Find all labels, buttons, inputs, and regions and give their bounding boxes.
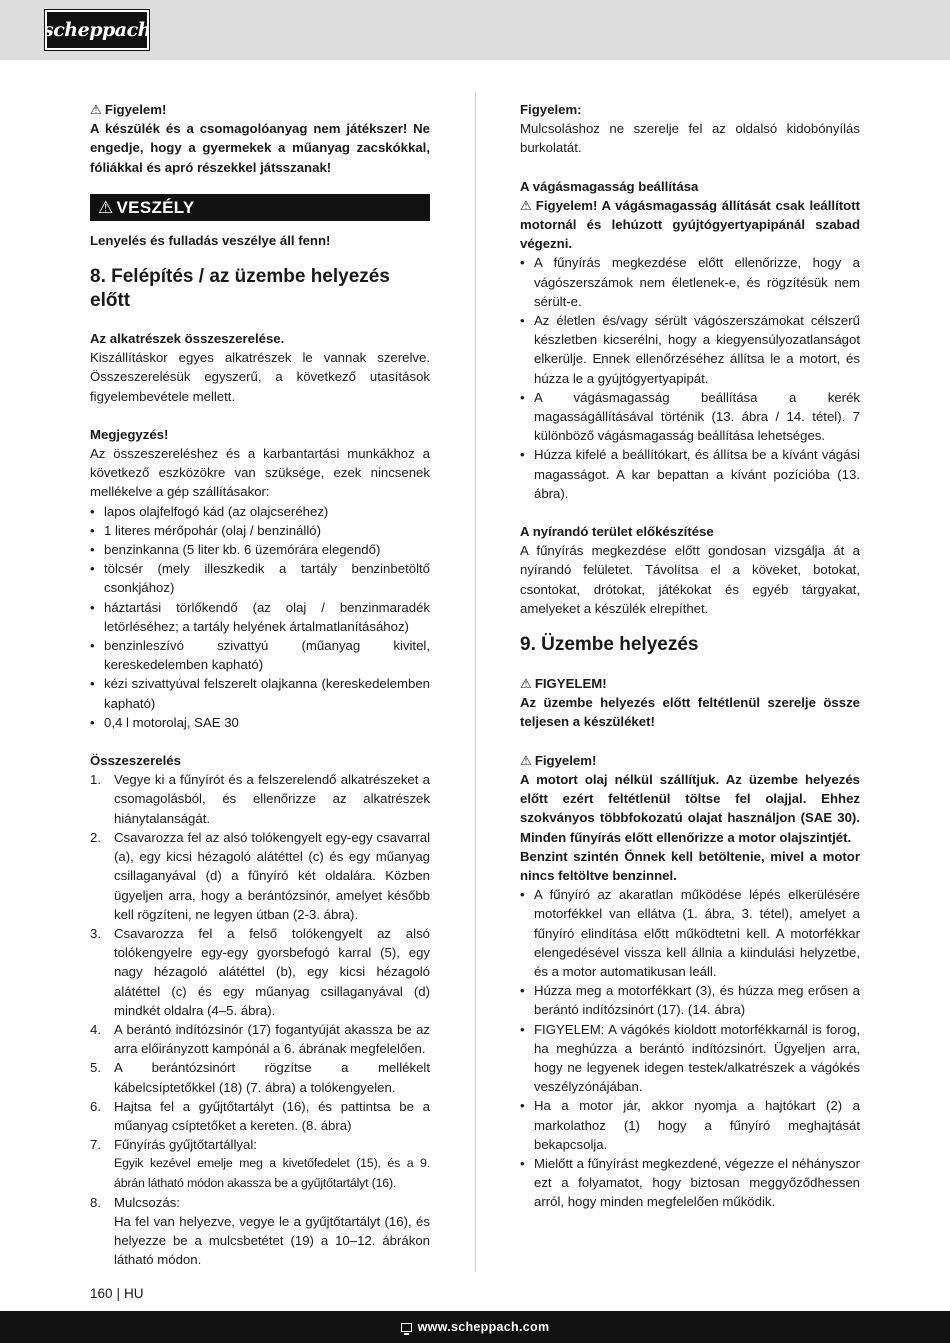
- brand-logo-text: scheppach: [43, 19, 151, 41]
- list-item: • benzinleszívó szivattyú (műanyag kivitel, kereskedelemben kapható): [90, 636, 430, 674]
- warning-1-title: Figyelem!: [104, 102, 167, 117]
- step-text: Vegye ki a fűnyírót és a felszerelendő alkatrészeket a csomagolásból, és ellenőrizze az alkatrészek hiánytalanságát.: [114, 772, 430, 826]
- step-text: Hajtsa fel a gyűjtőtartályt (16), és pattintsa be a műanyag csíptetőket a kereten. (8. ábra): [114, 1098, 430, 1133]
- list-item: • kézi szivattyúval felszerelt olajkanna (kereskedelemben kapható): [90, 674, 430, 712]
- warning-2-title: FIGYELEM!: [534, 676, 607, 692]
- step-number: 7.: [90, 1137, 101, 1153]
- area-title: A nyírandó terület előkészítése: [520, 524, 714, 540]
- tools-list: [90, 502, 430, 732]
- step-number: 4.: [90, 1021, 101, 1037]
- section-8-heading: 8. Felépítés / az üzembe helyezés előtt: [90, 266, 390, 312]
- step-number: 8.: [90, 1194, 101, 1210]
- height-warning: [520, 196, 860, 254]
- warning-1-text: A készülék és a csomagolóanyag nem játékszer! Ne engedje, hogy a gyermekek a műanyag zacskókkal, fóliákkal és apró részekkel játsszanak!: [90, 121, 430, 175]
- warning-triangle-icon: ⚠: [520, 752, 532, 768]
- assembly-step: [90, 828, 430, 924]
- list-item: • 1 literes mérőpohár (olaj / benzinálló): [90, 521, 430, 540]
- warning-block-3: [520, 751, 860, 770]
- danger-label: VESZÉLY: [116, 197, 195, 217]
- step-number: 5.: [90, 1060, 101, 1076]
- list-item: • lapos olajfelfogó kád (az olajcseréhez): [90, 502, 430, 521]
- step-number: 2.: [90, 829, 101, 845]
- list-item: • Húzza kifelé a beállítókart, és állítsa be a kívánt vágási magasságot. A kar bepattan a kívánt pozícióba (13. ábra).: [520, 445, 860, 503]
- footer-separator: |: [116, 1286, 121, 1301]
- warning-triangle-icon: ⚠: [520, 676, 532, 692]
- danger-text: Lenyelés és fulladás veszélye áll fenn!: [90, 232, 331, 248]
- assembly-parts-title: Az alkatrészek összeszerelése.: [90, 331, 285, 347]
- language-code: HU: [124, 1286, 144, 1301]
- warning-3-text-2: Benzint szintén Önnek kell betöltenie, mivel a motor nincs feltöltve benzinnel.: [520, 848, 860, 883]
- step-number: 3.: [90, 925, 101, 941]
- header-band: [0, 0, 950, 60]
- list-item: • Az életlen és/vagy sérült vágószerszámokat célszerű készletben kicserélni, hogy a kiegyensúlyozatlanságot elkerülje. Ennek ellenőrzéséhez állítsa le a motort, és húzza le a gyújtógyertyapipát.: [520, 311, 860, 388]
- list-item: • tölcsér (mely illeszkedik a tartály benzinbetöltő csonkjához): [90, 559, 430, 597]
- list-item: • Mielőtt a fűnyírást megkezdené, végezze el néhányszor ezt a folyamatot, hogy biztosan meggyőződhessen arról, hogy minden megfelelően működik.: [520, 1154, 860, 1212]
- footer-band: [0, 1311, 950, 1343]
- list-item: • Húzza meg a motorfékkart (3), és húzza meg erősen a berántó indítózsinórt (17). (14. ábra): [520, 981, 860, 1019]
- monitor-icon: [401, 1323, 412, 1332]
- assembly-step: [90, 1135, 430, 1193]
- warning-3-text: A motort olaj nélkül szállítjuk. Az üzembe helyezés előtt ezért feltétlenül töltse fel olajjal. Ehhez szokványos többfokozatú olajat használjon (SAE 30). Minden fűnyírás előtt ellenőrizze a motor olajszintjét.: [520, 771, 860, 845]
- list-item: • háztartási törlőkendő (az olaj / benzinmaradék letörléséhez; a tartály helyének ártalmatlanításához): [90, 598, 430, 636]
- list-item: • benzinkanna (5 liter kb. 6 üzemórára elegendő): [90, 540, 430, 559]
- warning-triangle-icon: ⚠: [90, 102, 102, 117]
- assembly-step: [90, 1020, 430, 1058]
- step-subtext: Egyik kezével emelje meg a kivetőfedelet (15), és a 9. ábrán látható módon akassza be a gyűjtőtartályt (16).: [114, 1156, 430, 1190]
- list-item: • A fűnyírás megkezdése előtt ellenőrizze, hogy a vágószerszámok nem életlenek-e, és rögzítésük nem sérült-e.: [520, 253, 860, 311]
- page-number: 160: [90, 1286, 113, 1301]
- list-item: • Ha a motor jár, akkor nyomja a hajtókart (2) a markolathoz (1) hogy a fűnyíró meghajtását bekapcsolja.: [520, 1096, 860, 1154]
- step-text: A berántó indítózsinór (17) fogantyúját akassza be az arra előirányzott kampónál a 6. ábrának megfelelően.: [114, 1021, 430, 1057]
- warning-triangle-icon: ⚠: [520, 197, 533, 213]
- assembly-step: [90, 1058, 430, 1096]
- page-footer-label: [90, 1286, 144, 1301]
- area-text: A fűnyírás megkezdése előtt gondosan vizsgálja át a nyírandó felületet. Távolítsa el a köveket, botokat, csontokat, drótokat, játékokat és egyéb tárgyakat, amelyeket a készülék elrepíthet.: [520, 543, 860, 616]
- list-item: • 0,4 l motorolaj, SAE 30: [90, 713, 430, 732]
- warning-2-text: Az üzembe helyezés előtt feltétlenül szerelje össze teljesen a készüléket!: [520, 695, 860, 730]
- assembly-steps: [90, 770, 430, 1269]
- assembly-step: [90, 770, 430, 828]
- column-divider: [475, 92, 476, 1272]
- step-text: Csavarozza fel a felső tolókengyelt az alsó tolókengyelre egy-egy gyorsbefogó karral (5), egy nagy hézagoló alátéttel (b), egy kicsi hézagoló alátéttel (c) és egy műanyag csillaganyával (d) mindkét oldalra (4–5. ábra).: [114, 925, 430, 1018]
- website-link[interactable]: www.scheppach.com: [417, 1320, 550, 1334]
- brand-logo: [45, 10, 149, 50]
- right-column: [520, 100, 860, 1212]
- warning-block-1: [90, 100, 430, 119]
- section-9-heading: 9. Üzembe helyezés: [520, 634, 699, 656]
- step-number: 1.: [90, 772, 101, 788]
- left-column: [90, 100, 430, 1270]
- note-text: Az összeszereléshez és a karbantartási munkákhoz a következő eszközökre van szüksége, ezek nincsenek mellékelve a gép szállításakor:: [90, 446, 430, 500]
- assembly-step: [90, 924, 430, 1020]
- danger-banner: [90, 194, 430, 221]
- assembly-title: Összeszerelés: [90, 753, 181, 769]
- step-text: Csavarozza fel az alsó tolókengyelt egy-egy csavarral (a), egy kicsi hézagoló alátéttel (c) és egy műanyag csillaganyával (d) a fűnyíró két oldalára. Közben ügyeljen arra, hogy a berántózsinór, amelyet később kell rögzíteni, ne legyen útban (2-3. ábra).: [114, 829, 430, 922]
- list-item: • FIGYELEM: A vágókés kioldott motorfékkarnál is forog, ha meghúzza a berántó indítózsinórt. Ügyeljen arra, hogy ne legyenek idegen testek/alkatrészek a vágókés veszélyzónájában.: [520, 1020, 860, 1097]
- step-subtext: Ha fel van helyezve, vegye le a gyűjtőtartályt (16), és helyezze be a mulcsbetétet (19) a 10–12. ábrákon látható módon.: [114, 1213, 430, 1268]
- height-list: [520, 253, 860, 503]
- step-text: Fűnyírás gyűjtőtartállyal:: [114, 1137, 257, 1153]
- mulch-title: Figyelem:: [520, 102, 582, 117]
- list-item: • A fűnyíró az akaratlan működése lépés elkerülésére motorfékkel van ellátva (1. ábra, 3. tétel), amelyet a fűnyíró elindítása előtt működtetni kell. A motorfékkar elengedésével vissza kell állnia a kiindulási helyzetbe, és a motor automatikusan leáll.: [520, 885, 860, 981]
- step-text: A berántózsinórt rögzítse a mellékelt kábelcsíptetőkkel (18) (7. ábra) a tolókengyelen.: [114, 1060, 430, 1095]
- assembly-step: [90, 1097, 430, 1135]
- mulch-text: Mulcsoláshoz ne szerelje fel az oldalsó kidobónyílás burkolatát.: [520, 121, 860, 156]
- height-warning-text: Figyelem! A vágásmagasság állítását csak leállított motornál és lehúzott gyújtógyertyapipánál szabad végezni.: [520, 197, 860, 252]
- warning-block-2: [520, 674, 860, 693]
- assembly-step: [90, 1193, 430, 1270]
- assembly-parts-text: Kiszállításkor egyes alkatrészek le vannak szerelve. Összeszerelésük egyszerű, a következő utasítások figyelembevétele mellett.: [90, 350, 430, 404]
- note-title: Megjegyzés!: [90, 426, 169, 442]
- list-item: • A vágásmagasság beállítása a kerék magasságállításával történik (13. ábra / 14. tétel). 7 különböző vágásmagasság beállítása lehetséges.: [520, 388, 860, 446]
- step-text: Mulcsozás:: [114, 1194, 180, 1210]
- warning-3-title: Figyelem!: [534, 752, 597, 768]
- start-list: [520, 885, 860, 1211]
- warning-triangle-icon: ⚠: [98, 197, 114, 217]
- step-number: 6.: [90, 1098, 101, 1114]
- height-title: A vágásmagasság beállítása: [520, 178, 699, 194]
